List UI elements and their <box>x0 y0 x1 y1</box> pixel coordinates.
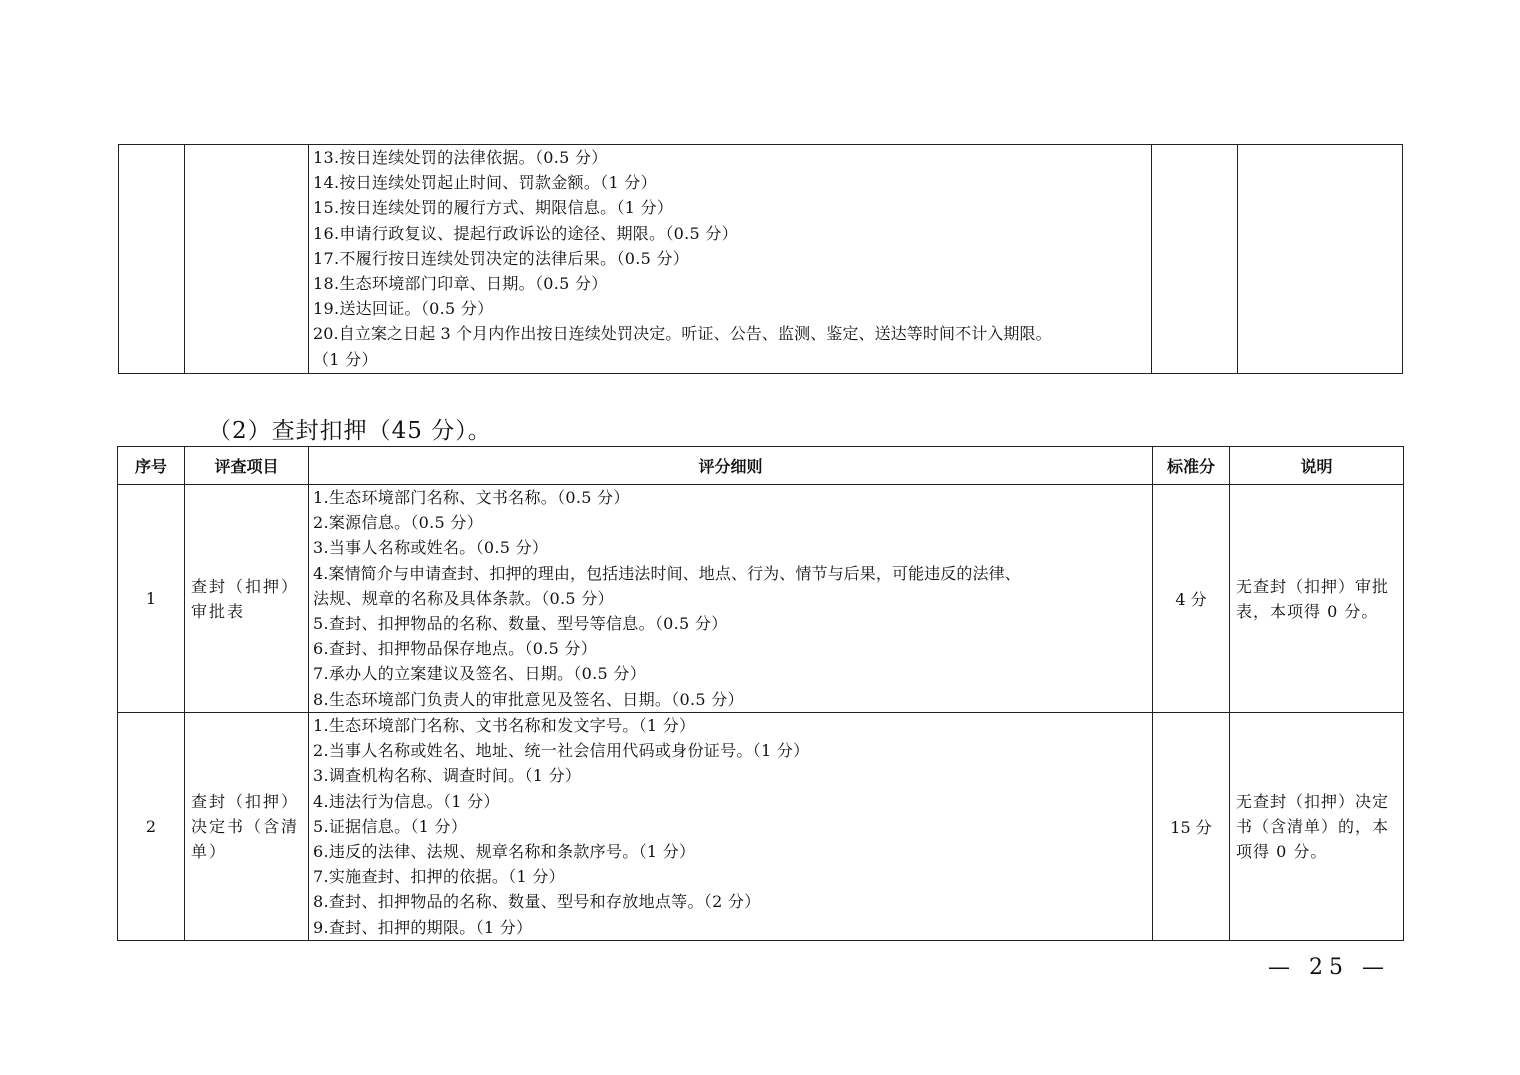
item-cell: 查封（扣押）决定书（含清单） <box>185 713 309 941</box>
table-row <box>118 485 1404 713</box>
rule-line: 4.违法行为信息。（1 分） <box>313 791 500 811</box>
rule-line: 法规、规章的名称及具体条款。（0.5 分） <box>313 588 614 608</box>
rule-line: 5.证据信息。（1 分） <box>313 816 468 836</box>
rule-line: 5.查封、扣押物品的名称、数量、型号等信息。（0.5 分） <box>313 614 728 634</box>
item-cell: 查封（扣押）审批表 <box>185 485 309 713</box>
rule-line: 2.当事人名称或姓名、地址、统一社会信用代码或身份证号。（1 分） <box>313 741 810 761</box>
header-row <box>118 447 1404 485</box>
score-cell <box>1152 145 1238 374</box>
rule-line: 17.不履行按日连续处罚决定的法律后果。（0.5 分） <box>313 248 690 268</box>
item-cell <box>185 145 309 374</box>
rule-line: 20.自立案之日起 3 个月内作出按日连续处罚决定。听证、公告、监测、鉴定、送达等时间不计入期限。 <box>313 324 1052 344</box>
rule-line: 2.案源信息。（0.5 分） <box>313 513 483 533</box>
table-row <box>119 145 1403 374</box>
rules-cell <box>309 145 1152 374</box>
rule-line: 18.生态环境部门印章、日期。（0.5 分） <box>313 274 608 294</box>
note-cell: 无查封（扣押）审批表，本项得 0 分。 <box>1230 485 1404 713</box>
rule-line: 14.按日连续处罚起止时间、罚款金额。（1 分） <box>313 173 657 193</box>
rule-line: 6.违反的法律、法规、规章名称和条款序号。（1 分） <box>313 842 696 862</box>
rule-line: 15.按日连续处罚的履行方式、期限信息。（1 分） <box>313 198 674 218</box>
rule-line: 8.生态环境部门负责人的审批意见及签名、日期。（0.5 分） <box>313 689 744 709</box>
seq-cell: 2 <box>118 713 185 941</box>
rule-line: 8.查封、扣押物品的名称、数量、型号和存放地点等。（2 分） <box>313 892 761 912</box>
seq-cell <box>119 145 185 374</box>
page-number: — 25 — <box>1268 955 1390 980</box>
rule-line: 6.查封、扣押物品保存地点。（0.5 分） <box>313 639 598 659</box>
header-item: 评查项目 <box>185 447 309 485</box>
rule-line: 3.当事人名称或姓名。（0.5 分） <box>313 538 549 558</box>
rule-line: 1.生态环境部门名称、文书名称。（0.5 分） <box>313 488 630 507</box>
rule-line: （1 分） <box>313 349 378 369</box>
rule-line: 16.申请行政复议、提起行政诉讼的途径、期限。（0.5 分） <box>313 223 738 243</box>
header-rules: 评分细则 <box>309 447 1153 485</box>
rule-line: 13.按日连续处罚的法律依据。（0.5 分） <box>313 148 608 167</box>
seizure-scoring-table <box>117 446 1404 941</box>
note-cell: 无查封（扣押）决定书（含清单）的，本项得 0 分。 <box>1230 713 1404 941</box>
rules-cell <box>309 485 1153 713</box>
rule-line: 4.案情简介与申请查封、扣押的理由，包括违法时间、地点、行为、情节与后果，可能违反的法律、 <box>313 563 1021 583</box>
header-seq: 序号 <box>118 447 185 485</box>
rule-line: 7.承办人的立案建议及签名、日期。（0.5 分） <box>313 664 646 684</box>
rule-line: 9.查封、扣押的期限。（1 分） <box>313 917 533 937</box>
note-cell <box>1238 145 1403 374</box>
rules-cell <box>309 713 1153 941</box>
rule-line: 19.送达回证。（0.5 分） <box>313 299 494 319</box>
header-note: 说明 <box>1230 447 1404 485</box>
seq-cell: 1 <box>118 485 185 713</box>
continuation-table <box>118 144 1403 374</box>
table-row <box>118 713 1404 941</box>
section-heading: （2）查封扣押（45 分）。 <box>208 418 492 444</box>
rule-line: 1.生态环境部门名称、文书名称和发文字号。（1 分） <box>313 716 696 735</box>
score-cell: 4 分 <box>1153 485 1230 713</box>
score-cell: 15 分 <box>1153 713 1230 941</box>
header-score: 标准分 <box>1153 447 1230 485</box>
rule-line: 7.实施查封、扣押的依据。（1 分） <box>313 867 565 887</box>
rule-line: 3.调查机构名称、调查时间。（1 分） <box>313 766 582 786</box>
